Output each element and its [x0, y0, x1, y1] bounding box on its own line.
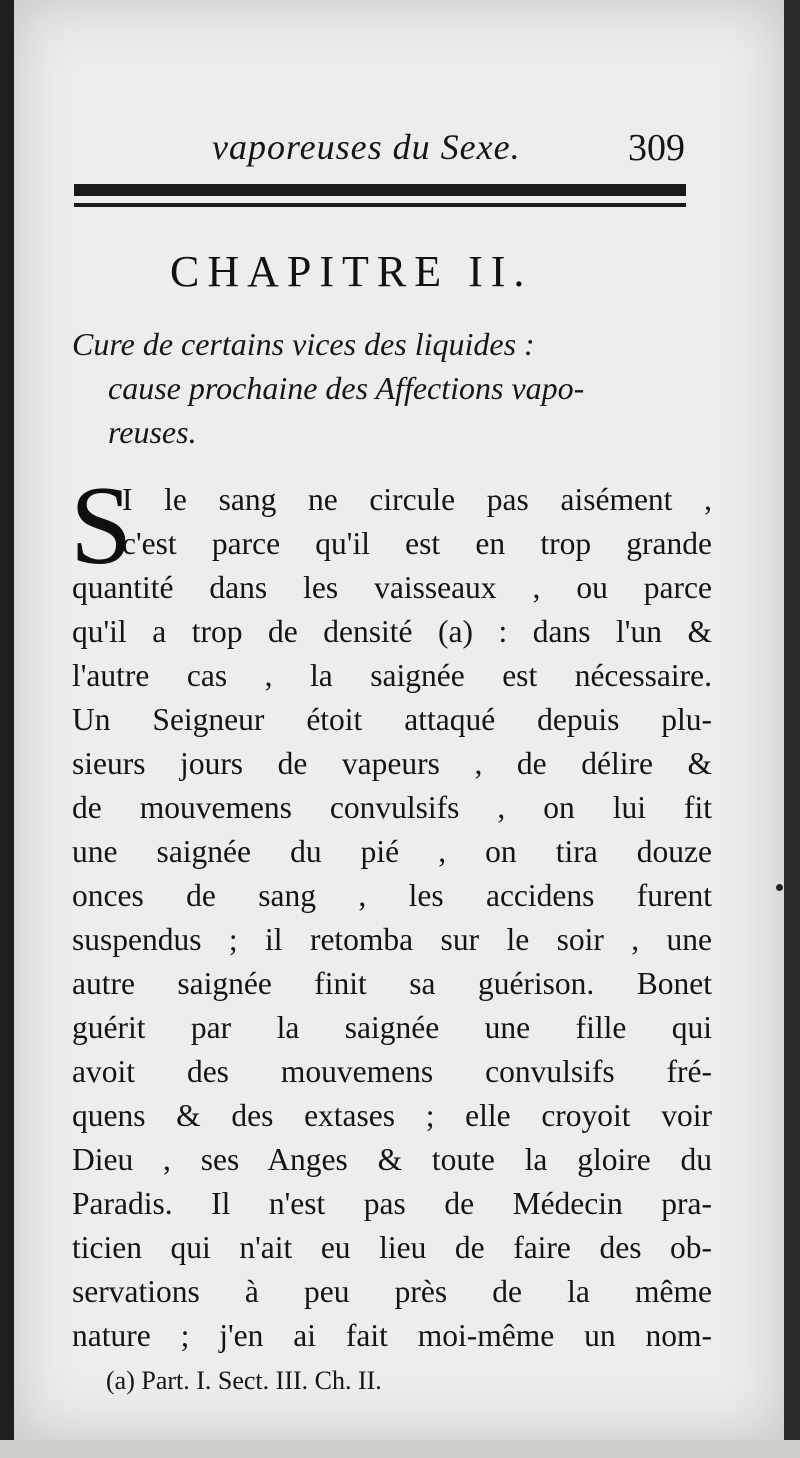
- text-line: quens & des extases ; elle croyoit voir: [72, 1098, 712, 1133]
- ink-spot: [776, 884, 783, 891]
- subtitle-line: Cure de certains vices des liquides :: [72, 326, 535, 362]
- page-number: 309: [628, 127, 685, 169]
- text-line: de mouvemens convulsifs , on lui fit: [72, 790, 712, 825]
- header-rule-thick: [74, 184, 686, 196]
- text-line: avoit des mouvemens convulsifs fré-: [72, 1054, 712, 1089]
- page-left-edge: [0, 0, 14, 1458]
- text-line: Paradis. Il n'est pas de Médecin pra-: [72, 1186, 712, 1221]
- drop-cap: S: [70, 464, 133, 588]
- header-rule-thin: [74, 203, 686, 207]
- text-line: suspendus ; il retomba sur le soir , une: [72, 922, 712, 957]
- text-line: sieurs jours de vapeurs , de délire &: [72, 746, 712, 781]
- subtitle-line: cause prochaine des Affections vapo-: [108, 370, 585, 406]
- footnote: (a) Part. I. Sect. III. Ch. II.: [106, 1366, 382, 1395]
- text-line: Un Seigneur étoit attaqué depuis plu-: [72, 702, 712, 737]
- subtitle-line: reuses.: [108, 414, 197, 450]
- text-line: Dieu , ses Anges & toute la gloire du: [72, 1142, 712, 1177]
- chapter-subtitle: [72, 322, 712, 454]
- text-line: ticien qui n'ait eu lieu de faire des ob-: [72, 1230, 712, 1265]
- body-text: [72, 478, 712, 1358]
- text-line: autre saignée finit sa guérison. Bonet: [72, 966, 712, 1001]
- text-line: c'est parce qu'il est en trop grande: [122, 526, 712, 561]
- text-line: nature ; j'en ai fait moi-même un nom-: [72, 1318, 712, 1353]
- text-line: quantité dans les vaisseaux , ou parce: [72, 570, 712, 605]
- text-line: onces de sang , les accidens furent: [72, 878, 712, 913]
- running-head: vaporeuses du Sexe.: [212, 127, 521, 167]
- text-line: une saignée du pié , on tira douze: [72, 834, 712, 869]
- text-line: qu'il a trop de densité (a) : dans l'un &: [72, 614, 712, 649]
- text-line: I le sang ne circule pas aisément ,: [122, 482, 712, 517]
- text-line: servations à peu près de la même: [72, 1274, 712, 1309]
- text-line: l'autre cas , la saignée est nécessaire.: [72, 658, 712, 693]
- chapter-title: CHAPITRE II.: [170, 247, 533, 296]
- page-bottom-edge: [0, 1440, 800, 1458]
- text-line: guérit par la saignée une fille qui: [72, 1010, 712, 1045]
